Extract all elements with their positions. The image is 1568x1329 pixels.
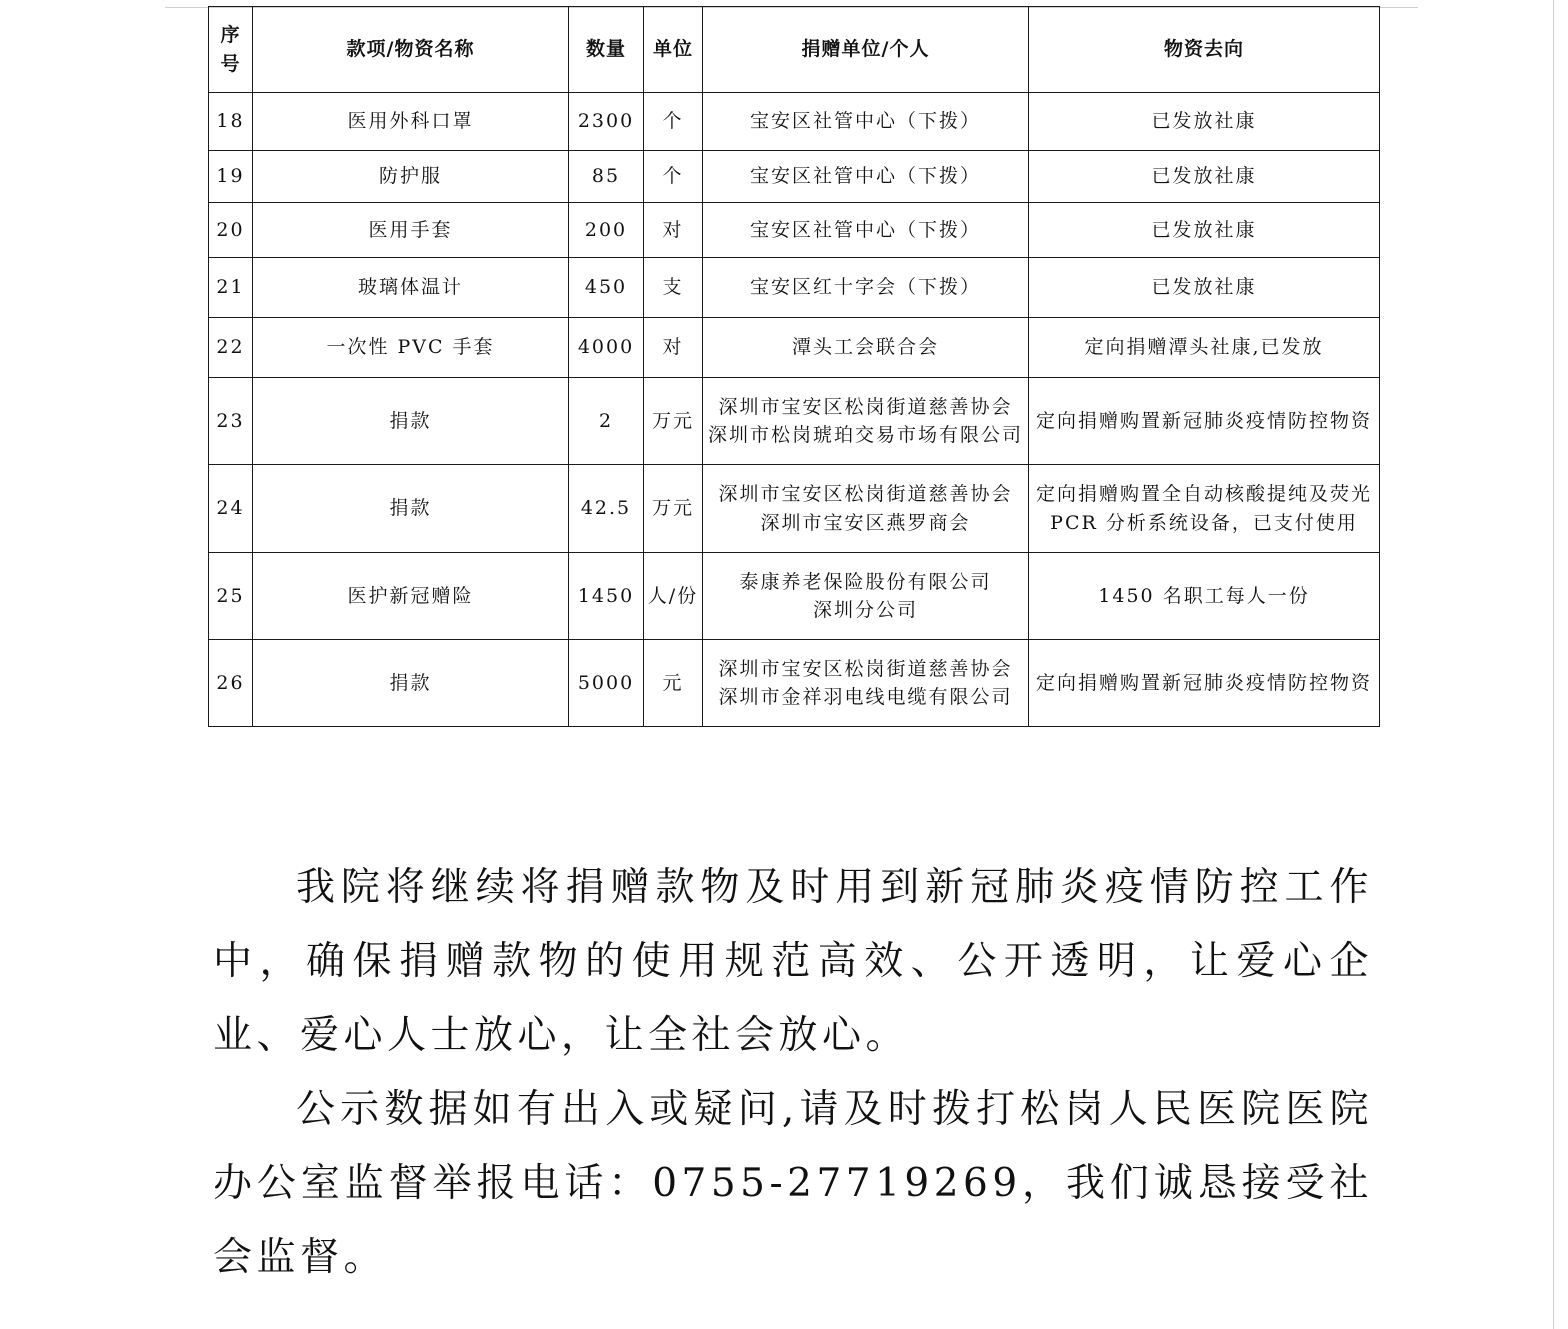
table-row [209,258,1380,318]
cell-donor-line: 深圳市宝安区松岗街道慈善协会 [718,395,1013,418]
cell-donor [703,203,1029,258]
cell-seq: 24 [209,465,253,553]
cell-donor-line: 宝安区社管中心（下拨） [749,110,981,133]
paragraph-contact: 公示数据如有出入或疑问,请及时拨打松岗人民医院医院办公室监督举报电话：0755-27719269，我们诚恳接受社会监督。 [213,1087,1373,1280]
cell-seq: 19 [209,151,253,203]
cell-qty: 200 [569,203,644,258]
cell-dest [1029,465,1380,553]
cell-dest [1029,378,1380,465]
cell-unit: 元 [644,640,703,727]
paragraph-commitment: 我院将继续将捐赠款物及时用到新冠肺炎疫情防控工作中，确保捐赠款物的使用规范高效、公开透明，让爱心企业、爱心人士放心，让全社会放心。 [213,865,1373,1058]
cell-qty: 450 [569,258,644,318]
cell-seq: 21 [209,258,253,318]
table-row [209,318,1380,378]
cell-dest-line: PCR 分析系统设备，已支付使用 [1050,511,1358,534]
cell-unit: 万元 [644,465,703,553]
table-row [209,465,1380,553]
cell-donor-line: 潭头工会联合会 [791,336,939,359]
cell-unit: 支 [644,258,703,318]
cell-donor-line: 宝安区红十字会（下拨） [749,276,981,299]
cell-unit: 对 [644,318,703,378]
cell-unit: 个 [644,151,703,203]
cell-dest [1029,93,1380,151]
page-right-edge [1553,0,1554,1329]
table-row [209,151,1380,203]
cell-dest [1029,318,1380,378]
cell-unit: 个 [644,93,703,151]
cell-item: 捐款 [253,465,569,553]
cell-dest [1029,553,1380,640]
cell-seq: 26 [209,640,253,727]
cell-donor [703,465,1029,553]
cell-donor [703,258,1029,318]
cell-seq: 20 [209,203,253,258]
table-row [209,378,1380,465]
cell-donor [703,553,1029,640]
header-seq-line-1: 序 [220,24,241,46]
cell-dest-line: 定向捐赠购置全自动核酸提纯及荧光 [1035,483,1372,505]
header-unit: 单位 [644,7,703,93]
cell-qty: 2300 [569,93,644,151]
cell-dest [1029,203,1380,258]
cell-dest [1029,151,1380,203]
cell-donor-line: 宝安区社管中心（下拨） [749,165,981,188]
cell-donor [703,151,1029,203]
header-item: 款项/物资名称 [253,7,569,93]
cell-qty: 42.5 [569,465,644,553]
cell-item: 一次性 PVC 手套 [253,318,569,378]
donation-table [208,6,1380,727]
cell-unit: 人/份 [644,553,703,640]
cell-dest-line: 定向捐赠潭头社康,已发放 [1084,336,1324,359]
cell-dest [1029,258,1380,318]
cell-unit: 对 [644,203,703,258]
cell-qty: 4000 [569,318,644,378]
cell-qty: 85 [569,151,644,203]
cell-item: 医用外科口罩 [253,93,569,151]
cell-donor-line: 深圳市松岗琥珀交易市场有限公司 [707,424,1023,446]
cell-donor-line: 深圳市宝安区燕罗商会 [760,511,971,534]
cell-donor-line: 泰康养老保险股份有限公司 [739,570,992,593]
cell-donor-line: 宝安区社管中心（下拨） [749,218,981,241]
cell-dest [1029,640,1380,727]
cell-donor [703,640,1029,727]
cell-donor-line: 深圳分公司 [812,599,918,621]
header-row [209,7,1380,93]
cell-dest-line: 已发放社康 [1151,165,1257,188]
cell-item: 防护服 [253,151,569,203]
cell-dest-line: 1450 名职工每人一份 [1098,584,1310,607]
cell-dest-line: 定向捐赠购置新冠肺炎疫情防控物资 [1035,409,1372,432]
cell-donor-line: 深圳市宝安区松岗街道慈善协会 [718,657,1013,680]
cell-dest-line: 已发放社康 [1151,276,1257,299]
cell-donor [703,378,1029,465]
cell-seq: 18 [209,93,253,151]
cell-item: 医用手套 [253,203,569,258]
cell-donor [703,318,1029,378]
header-qty: 数量 [569,7,644,93]
cell-donor-line: 深圳市金祥羽电线电缆有限公司 [718,686,1013,708]
cell-item: 捐款 [253,640,569,727]
cell-qty: 5000 [569,640,644,727]
cell-qty: 2 [569,378,644,465]
cell-item: 医护新冠赠险 [253,553,569,640]
cell-qty: 1450 [569,553,644,640]
header-seq-line-2: 号 [220,52,241,75]
cell-dest-line: 已发放社康 [1151,218,1257,241]
table-row [209,640,1380,727]
cell-seq: 22 [209,318,253,378]
cell-dest-line: 定向捐赠购置新冠肺炎疫情防控物资 [1035,671,1372,694]
header-donor: 捐赠单位/个人 [703,7,1029,93]
table-row [209,93,1380,151]
cell-unit: 万元 [644,378,703,465]
table-row [209,553,1380,640]
cell-item: 玻璃体温计 [253,258,569,318]
cell-donor [703,93,1029,151]
cell-item: 捐款 [253,378,569,465]
cell-donor-line: 深圳市宝安区松岗街道慈善协会 [718,483,1013,505]
header-dest: 物资去向 [1029,7,1380,93]
cell-dest-line: 已发放社康 [1151,110,1257,133]
cell-seq: 25 [209,553,253,640]
table-row [209,203,1380,258]
cell-seq: 23 [209,378,253,465]
header-seq [209,7,253,93]
